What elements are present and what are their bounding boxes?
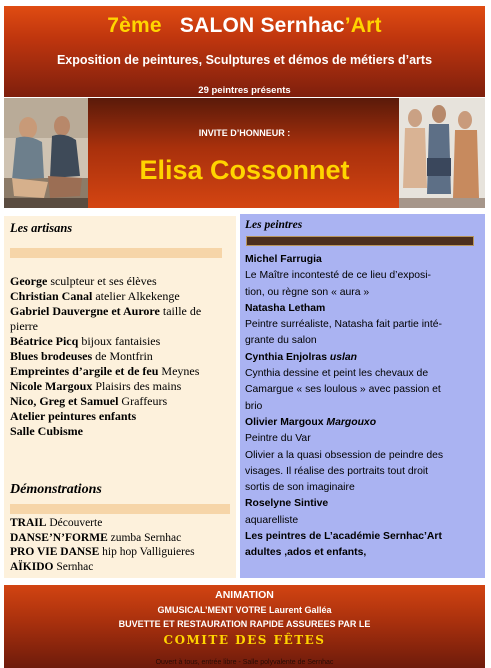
footer-banner (4, 585, 485, 668)
item-name: Empreintes d’argile et de feu (10, 364, 159, 378)
painter-line-text: Michel Farrugia (245, 254, 322, 265)
demonstrations-divider (10, 504, 230, 514)
event-subtitle: Exposition de peintures, Sculptures et démos de métiers d’arts (56, 53, 433, 67)
painter-description (245, 366, 481, 382)
painter-line-text: Natasha Letham (245, 302, 326, 314)
painting-right-image (399, 98, 485, 208)
item-name: Nicole Margoux (10, 379, 93, 393)
comite-line: COMITE DES FÊTES (163, 633, 326, 647)
item-description: Meynes (158, 364, 200, 378)
list-item (10, 545, 232, 560)
list-item (10, 334, 232, 349)
title-end: Art (350, 14, 382, 37)
painter-description (245, 431, 481, 447)
painter-line-text: brio (245, 400, 263, 412)
painter-name (245, 529, 481, 545)
demonstrations-heading: Démonstrations (10, 482, 102, 497)
painter-line-text: tion, ou règne son « aura » (245, 286, 370, 298)
list-item (10, 394, 232, 409)
painters-list (245, 252, 481, 562)
painter-description (245, 464, 481, 480)
item-name: Salle Cubisme (10, 424, 84, 438)
artisans-panel (4, 216, 236, 578)
item-description: de Montfrin (92, 349, 153, 363)
painter-line-text: sortis de son imaginaire (245, 482, 355, 494)
painter-line-text: Olivier Margoux (245, 416, 324, 428)
painter-description (245, 333, 481, 349)
list-item (10, 274, 232, 289)
item-name: DANSE’N’FORME (10, 531, 108, 544)
painter-line-text: grante du salon (245, 335, 317, 347)
item-description: sculpteur et ses élèves (47, 274, 157, 288)
painter-alias: Margouxo (323, 416, 377, 428)
item-name: Nico, Greg et Samuel (10, 394, 119, 408)
title-number: 7ème (107, 14, 162, 37)
list-item (10, 379, 232, 394)
painter-name (245, 415, 481, 431)
painter-description (245, 382, 481, 398)
item-name: Gabriel Dauvergne et Aurore (10, 304, 160, 318)
artisans-divider (10, 248, 222, 258)
artisans-list (10, 274, 232, 439)
item-description: Découverte (46, 517, 103, 529)
painter-line-text: Les peintres de L’académie Sernhac’Art (245, 531, 442, 543)
list-item (10, 304, 232, 334)
painter-name (245, 252, 481, 268)
painter-line-text: visages. Il réalise des portraits tout droit (245, 465, 429, 477)
painters-heading: Les peintres (245, 219, 303, 231)
painter-line-text: Olivier a la quasi obsession de peindre des (245, 449, 444, 461)
list-item (10, 424, 232, 439)
painter-name (245, 545, 481, 561)
item-name: TRAIL (10, 517, 47, 529)
title-apostrophe: ’ (344, 14, 351, 37)
painter-description (245, 513, 481, 529)
title-main: SALON Sernhac (179, 14, 345, 37)
item-description: Plaisirs des mains (92, 379, 182, 393)
painter-count: 29 peintres présents (198, 85, 291, 96)
item-description: Sernhac (53, 560, 94, 573)
item-name: Christian Canal (10, 289, 93, 303)
guest-label: INVITE D’HONNEUR : (198, 128, 291, 138)
item-description: bijoux fantaisies (78, 334, 161, 348)
item-name: PRO VIE DANSE (10, 546, 100, 558)
item-name: George (10, 274, 48, 288)
list-item (10, 409, 232, 424)
painter-line-text: adultes ,ados et enfants, (245, 547, 367, 559)
painter-alias: uslan (327, 351, 358, 363)
painter-name (245, 496, 481, 512)
musical-line: GMUSICAL’MENT VOTRE Laurent Galléa (157, 605, 332, 615)
item-description: zumba Sernhac (107, 531, 182, 544)
guest-band (4, 98, 485, 208)
list-item (10, 364, 232, 379)
guest-name: Elisa Cossonnet (139, 155, 350, 185)
painters-divider (246, 236, 474, 246)
painter-line-text: Cynthia Enjolras (245, 351, 327, 363)
item-name: Blues brodeuses (10, 349, 93, 363)
painter-line-text: Peintre surréaliste, Natasha fait partie inté- (245, 319, 442, 331)
painter-description (245, 268, 481, 284)
footer-cut-line: Ouvert à tous, entrée libre - Salle polyvalente de Sernhac (155, 659, 334, 666)
painter-name (245, 301, 481, 317)
painter-description (245, 399, 481, 415)
artisans-heading: Les artisans (10, 221, 73, 235)
event-title (4, 14, 485, 38)
list-item (10, 349, 232, 364)
demonstrations-list (10, 516, 232, 574)
painter-description (245, 285, 481, 301)
painter-line-text: Peintre du Var (245, 433, 311, 445)
item-description: atelier Alkekenge (92, 289, 180, 303)
header-banner (4, 6, 485, 97)
item-description: taille de pierre (10, 304, 202, 333)
list-item (10, 531, 232, 546)
item-name: Atelier peintures enfants (10, 409, 137, 423)
item-description: hip hop Valliguieres (99, 546, 195, 558)
list-item (10, 560, 232, 575)
item-name: AÏKIDO (10, 560, 54, 573)
painter-description (245, 448, 481, 464)
painter-line-text: Le Maître incontesté de ce lieu d’exposi- (245, 270, 431, 282)
painter-line-text: Roselyne Sintive (245, 498, 329, 510)
list-item (10, 289, 232, 304)
painting-left-image (4, 98, 88, 208)
painter-line-text: aquarelliste (245, 514, 299, 526)
painter-description (245, 317, 481, 333)
item-name: Béatrice Picq (10, 334, 79, 348)
painter-description (245, 480, 481, 496)
buvette-line: BUVETTE ET RESTAURATION RAPIDE ASSUREES PAR LE (118, 619, 371, 629)
painter-line-text: Camargue « ses loulous » avec passion et (245, 384, 441, 396)
animation-title: ANIMATION (215, 589, 274, 601)
painter-name (245, 350, 481, 366)
item-description: Graffeurs (118, 394, 168, 408)
painter-line-text: Cynthia dessine et peint les chevaux de (245, 368, 429, 380)
list-item (10, 516, 232, 531)
painters-panel (240, 214, 485, 578)
